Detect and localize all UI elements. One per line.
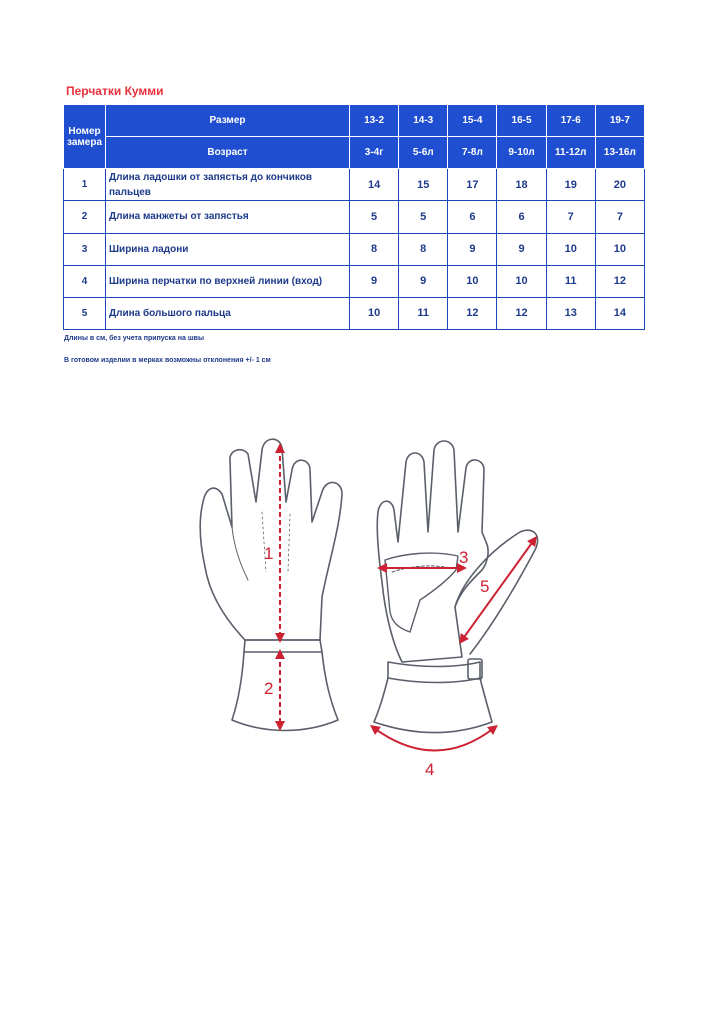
row-description: Ширина перчатки по верхней линии (вход) [106, 265, 350, 297]
table-cell: 13 [546, 297, 595, 329]
table-cell: 19 [546, 169, 595, 201]
note-tolerance: В готовом изделии в мерках возможны отклонения +/- 1 см [64, 357, 271, 364]
table-cell: 5 [399, 201, 448, 233]
table-cell: 17 [448, 169, 497, 201]
table-cell: 15 [399, 169, 448, 201]
table-cell: 14 [350, 169, 399, 201]
row-number: 1 [64, 169, 106, 201]
table-cell: 6 [497, 201, 546, 233]
table-cell: 10 [350, 297, 399, 329]
table-cell: 9 [399, 265, 448, 297]
table-cell: 8 [350, 233, 399, 265]
row-number: 2 [64, 201, 106, 233]
row-description: Ширина ладони [106, 233, 350, 265]
age-cell: 11-12л [546, 137, 595, 169]
table-cell: 12 [497, 297, 546, 329]
row-number: 4 [64, 265, 106, 297]
right-glove-drawing [374, 441, 538, 733]
measure-label-2: 2 [264, 679, 274, 698]
table-cell: 6 [448, 201, 497, 233]
table-cell: 10 [448, 265, 497, 297]
table-row [64, 297, 645, 329]
table-cell: 8 [399, 233, 448, 265]
table-cell: 7 [546, 201, 595, 233]
size-cell: 17-6 [546, 105, 595, 137]
table-cell: 5 [350, 201, 399, 233]
table-cell: 9 [497, 233, 546, 265]
table-header-row-age [64, 137, 645, 169]
note-units: Длины в см, без учета припуска на швы [64, 335, 204, 342]
table-cell: 18 [497, 169, 546, 201]
measurement-lines [280, 448, 534, 751]
measure-line-4 [374, 728, 494, 751]
table-cell: 20 [595, 169, 644, 201]
row-number: 5 [64, 297, 106, 329]
table-cell: 9 [350, 265, 399, 297]
row-description: Длина манжеты от запястья [106, 201, 350, 233]
size-cell: 13-2 [350, 105, 399, 137]
size-cell: 16-5 [497, 105, 546, 137]
age-cell: 13-16л [595, 137, 644, 169]
glove-measurement-diagram [170, 432, 550, 792]
age-cell: 3-4г [350, 137, 399, 169]
table-cell: 9 [448, 233, 497, 265]
measure-label-1: 1 [264, 544, 274, 563]
measure-label-3: 3 [459, 548, 469, 567]
table-row [64, 265, 645, 297]
table-cell: 10 [497, 265, 546, 297]
row-description: Длина ладошки от запястья до кончиков пальцев [106, 169, 350, 201]
measure-label-4: 4 [425, 760, 435, 779]
table-row [64, 233, 645, 265]
table-header-row-size [64, 105, 645, 137]
table-row [64, 169, 645, 201]
table-cell: 14 [595, 297, 644, 329]
table-cell: 12 [448, 297, 497, 329]
header-measure-number: Номер замера [64, 105, 106, 169]
size-cell: 15-4 [448, 105, 497, 137]
table-cell: 7 [595, 201, 644, 233]
size-cell: 14-3 [399, 105, 448, 137]
measure-label-5: 5 [480, 577, 490, 596]
page-title: Перчатки Кумми [66, 84, 164, 98]
age-cell: 7-8л [448, 137, 497, 169]
header-age: Возраст [106, 137, 350, 169]
row-description: Длина большого пальца [106, 297, 350, 329]
table-cell: 11 [399, 297, 448, 329]
table-cell: 11 [546, 265, 595, 297]
table-row [64, 201, 645, 233]
table-cell: 10 [546, 233, 595, 265]
table-cell: 12 [595, 265, 644, 297]
table-cell: 10 [595, 233, 644, 265]
size-cell: 19-7 [595, 105, 644, 137]
header-size: Размер [106, 105, 350, 137]
age-cell: 5-6л [399, 137, 448, 169]
measure-line-5 [462, 540, 534, 640]
row-number: 3 [64, 233, 106, 265]
age-cell: 9-10л [497, 137, 546, 169]
size-table [63, 104, 645, 330]
